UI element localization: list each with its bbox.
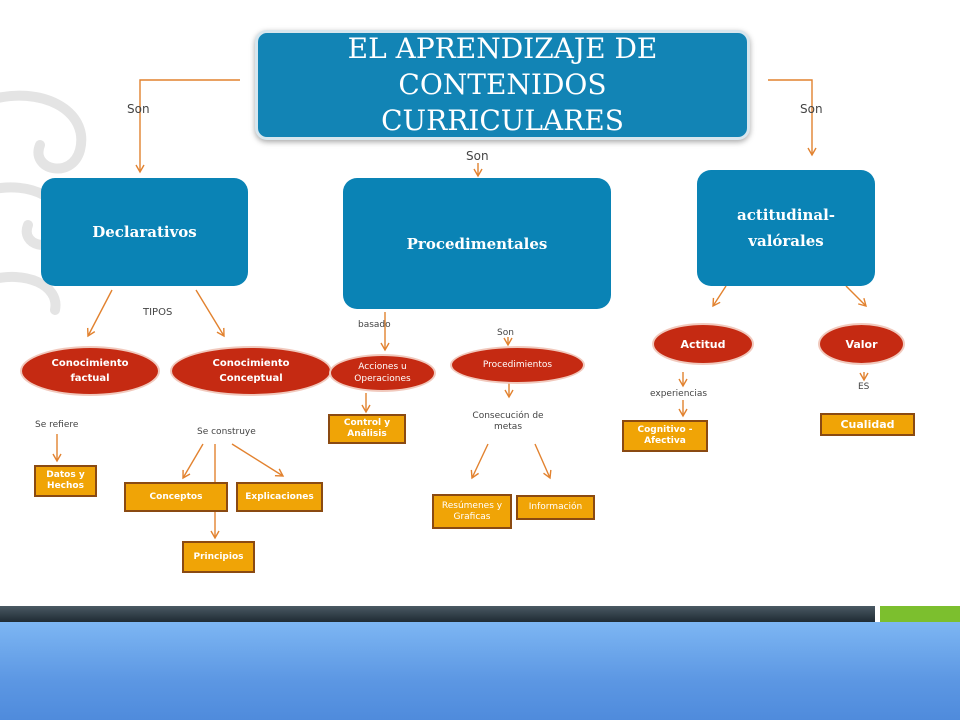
oval-valor bbox=[818, 323, 905, 365]
box-informacion bbox=[516, 495, 595, 520]
oval-conocimiento-conceptual-label: Conocimiento Conceptual bbox=[212, 358, 290, 384]
label-es: ES bbox=[858, 382, 870, 392]
oval-valor-label: Valor bbox=[845, 337, 878, 351]
box-conceptos bbox=[124, 482, 228, 512]
label-son-right: Son bbox=[800, 102, 823, 116]
label-son-center: Son bbox=[466, 149, 489, 163]
category-procedimentales-label: Procedimentales bbox=[406, 234, 548, 253]
diagram-title-text: EL APRENDIZAJE DE CONTENIDOS CURRICULARES bbox=[347, 32, 658, 137]
oval-conocimiento-conceptual bbox=[170, 346, 332, 396]
box-datos-hechos-label: Datos y Hechos bbox=[46, 470, 85, 491]
box-cognitivo-afectiva-label: Cognitivo - Afectiva bbox=[637, 425, 693, 446]
category-actitudinal-label: actitudinal-valórales bbox=[736, 206, 836, 250]
oval-actitud-label: Actitud bbox=[680, 337, 726, 351]
category-actitudinal bbox=[697, 170, 875, 286]
oval-acciones-operaciones-label: Acciones u Operaciones bbox=[354, 362, 411, 384]
diagram-title bbox=[255, 30, 750, 140]
label-se-refiere: Se refiere bbox=[35, 420, 79, 430]
label-consecucion-metas: Consecución de metas bbox=[472, 411, 544, 432]
label-basado: basado bbox=[358, 320, 391, 330]
box-conceptos-label: Conceptos bbox=[149, 491, 203, 502]
box-explicaciones-label: Explicaciones bbox=[245, 491, 314, 502]
box-datos-hechos bbox=[34, 465, 97, 497]
box-principios bbox=[182, 541, 255, 573]
oval-actitud bbox=[652, 323, 754, 365]
box-resumenes-graficas-label: Resúmenes y Graficas bbox=[441, 500, 503, 522]
box-resumenes-graficas bbox=[432, 494, 512, 529]
box-cognitivo-afectiva bbox=[622, 420, 708, 452]
box-control-analisis-label: Control y Análisis bbox=[343, 418, 391, 439]
label-experiencias: experiencias bbox=[650, 389, 708, 399]
oval-conocimiento-factual-label: Conocimiento factual bbox=[51, 358, 129, 384]
oval-procedimientos-label: Procedimientos bbox=[482, 359, 553, 370]
box-cualidad-label: Cualidad bbox=[840, 418, 895, 431]
footer-accent-bar bbox=[880, 606, 960, 622]
label-tipos: TIPOS bbox=[143, 307, 173, 318]
box-explicaciones bbox=[236, 482, 323, 512]
category-declarativos-label: Declarativos bbox=[92, 223, 197, 241]
box-control-analisis bbox=[328, 414, 406, 444]
box-informacion-label: Información bbox=[528, 502, 583, 512]
label-son-left: Son bbox=[127, 102, 150, 116]
footer-dark-bar bbox=[0, 606, 875, 622]
footer-blue-band bbox=[0, 622, 960, 720]
label-son-procedimientos: Son bbox=[497, 328, 514, 338]
box-principios-label: Principios bbox=[193, 551, 244, 562]
category-declarativos bbox=[41, 178, 248, 286]
oval-acciones-operaciones bbox=[329, 354, 436, 392]
oval-conocimiento-factual bbox=[20, 346, 160, 396]
oval-procedimientos bbox=[450, 346, 585, 384]
box-cualidad bbox=[820, 413, 915, 436]
category-procedimentales bbox=[343, 178, 611, 309]
label-se-construye: Se construye bbox=[197, 427, 256, 437]
